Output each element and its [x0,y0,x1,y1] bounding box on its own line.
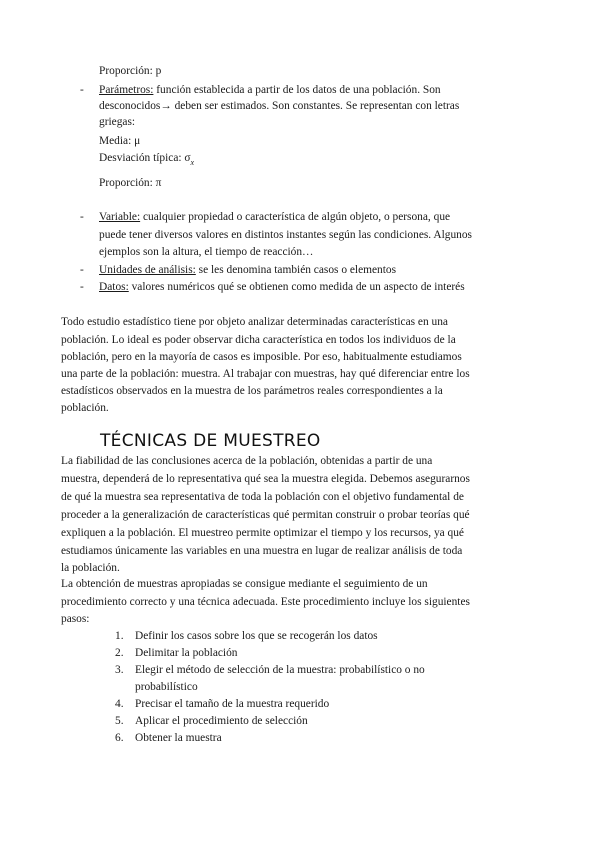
list-text: Obtener la muestra [135,732,222,744]
paragraph2-line: estudiamos únicamente las variables en una muestra en lugar de realizar análisis de toda [61,545,463,557]
list-number: 1. [115,630,124,642]
parametros-text: función establecida a partir de los datos de una población. Son [153,84,441,96]
paragraph2-line: expliquen a la población. El muestreo permite optimizar el tiempo y los recursos, ya qué [61,527,464,539]
datos-line [99,279,465,295]
list-text: probabilístico [135,681,198,693]
paragraph2-line: muestra, dependerá de lo representativa qué sea la muestra elegida. Debemos asegurarnos [61,473,470,485]
section-heading: TÉCNICAS DE MUESTREO [100,431,321,451]
list-text: Delimitar la población [135,647,238,659]
unidades-text: se les denomina también casos o elementos [195,264,397,276]
parametros-line-3: griegas: [99,116,136,128]
datos-text: valores numéricos qué se obtienen como medida de un aspecto de interés [128,281,465,293]
paragraph2-line: la población. [61,562,120,574]
list-item [115,696,329,712]
paragraph2-line: de qué la muestra sea representativa de toda la población con el objetivo fundamental de [61,491,464,503]
paragraph2-line: pasos: [61,613,90,625]
list-item [115,628,378,644]
list-text: Aplicar el procedimiento de selección [135,715,308,727]
variable-line-3: ejemplos son la altura, el tiempo de reacción… [99,246,314,258]
parametros-line-2: desconocidos→ deben ser estimados. Son constantes. Se representan con letras [99,100,460,112]
paragraph1-line: estadísticos observados en la muestra de los parámetros reales correspondientes a la [61,385,443,397]
bullet-dash: - [80,264,84,276]
desviacion-text: Desviación típica: σ [99,152,191,164]
desviacion-subscript: x [190,158,195,167]
parametros-proporcion: Proporción: π [99,177,162,189]
paragraph2-line: procedimiento correcto y una técnica adecuada. Este procedimiento incluye los siguientes [61,596,470,608]
paragraph1-line: una parte de la población: muestra. Al trabajar con muestras, hay qué diferenciar entre los [61,368,470,380]
variable-text: cualquier propiedad o característica de algún objeto, o persona, que [140,211,451,223]
list-number: 6. [115,732,124,744]
list-item [115,713,308,729]
list-number: 3. [115,664,124,676]
paragraph1-line: población. Lo ideal es poder observar dicha característica en todos los individuos de la [61,334,456,346]
list-number: 4. [115,698,124,710]
list-item [115,645,237,661]
bullet-dash: - [80,84,84,96]
unidades-line [99,262,396,278]
paragraph1-line: población. [61,402,109,414]
list-item [115,679,198,695]
parametros-desviacion [99,150,194,167]
parametros-line-1 [99,82,441,98]
parametros-media: Media: μ [99,135,141,147]
bullet-dash: - [80,281,84,293]
list-text: Definir los casos sobre los que se recogerán los datos [135,630,378,642]
unidades-term: Unidades de análisis: [99,264,196,276]
variable-term: Variable: [99,211,141,223]
list-text: Precisar el tamaño de la muestra requerido [135,698,330,710]
paragraph2-line: La obtención de muestras apropiadas se consigue mediante el seguimiento de un [61,578,428,590]
proporcion-muestra: Proporción: p [99,65,162,77]
paragraph1-line: población, pero en la mayoría de casos es imposible. Por eso, habitualmente estudiamos [61,351,462,363]
paragraph2-line: proceder a la generalización de características qué permitan construir o probar teorías qué [61,509,470,521]
paragraph1-line: Todo estudio estadístico tiene por objeto analizar determinadas características en una [61,316,448,328]
variable-line-1 [99,209,450,225]
list-item [115,730,222,746]
datos-term: Datos: [99,281,129,293]
bullet-dash: - [80,211,84,223]
paragraph2-line: La fiabilidad de las conclusiones acerca de la población, obtenidas a partir de una [61,455,433,467]
variable-line-2: puede tener diversos valores en distintos instantes según las condiciones. Algunos [99,229,472,241]
list-number: 2. [115,647,124,659]
parametros-term: Parámetros: [99,84,154,96]
list-number: 5. [115,715,124,727]
list-text: Elegir el método de selección de la muestra: probabilístico o no [135,664,425,676]
list-item [115,662,425,678]
